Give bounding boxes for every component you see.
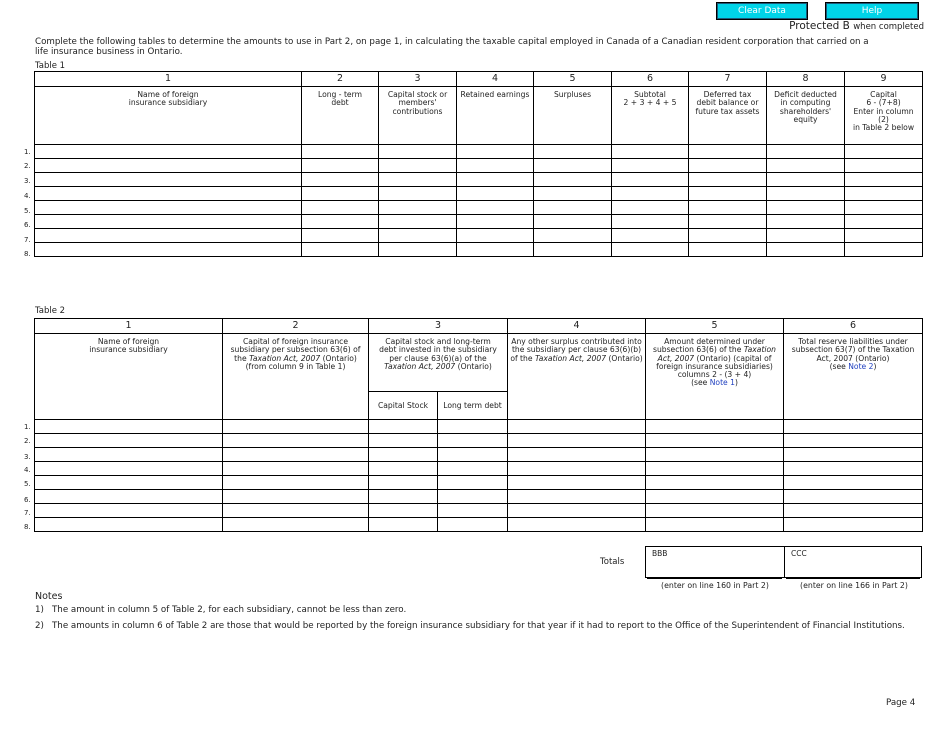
t2-input[interactable] (223, 448, 369, 462)
t2-colnum: 1 (35, 319, 223, 334)
t1-input[interactable] (534, 243, 612, 257)
t2-input[interactable] (508, 448, 646, 462)
t1-input[interactable] (302, 145, 379, 159)
t2-colnum: 4 (508, 319, 646, 334)
t1-input[interactable] (302, 243, 379, 257)
t1-input[interactable] (689, 201, 767, 215)
t1-input[interactable] (612, 159, 689, 173)
t2-colnum: 3 (369, 319, 508, 334)
t2-row-number: 1. (24, 423, 31, 431)
t2-input[interactable] (223, 490, 369, 504)
t1-input[interactable] (612, 187, 689, 201)
t2-input[interactable] (438, 420, 508, 434)
t2-row-number: 7. (24, 509, 31, 517)
total-ccc-underline (786, 578, 920, 579)
t2-input[interactable] (35, 434, 223, 448)
t1-input[interactable] (534, 159, 612, 173)
t2-input[interactable] (35, 518, 223, 532)
t1-input[interactable] (767, 159, 845, 173)
table-row (35, 187, 923, 201)
t1-input[interactable] (379, 215, 457, 229)
t1-input[interactable] (302, 229, 379, 243)
t2-input[interactable] (438, 462, 508, 476)
t2-input[interactable] (438, 476, 508, 490)
t2-subheader-long-term-debt: Long term debt (438, 392, 508, 420)
t2-header-c5-b: (Ontario) (capital of foreign insurance subsidiaries) columns 2 - (3 + 4) (see (656, 353, 773, 388)
table-row (35, 462, 923, 476)
t1-row-number: 4. (24, 192, 31, 200)
t1-input[interactable] (767, 145, 845, 159)
t2-subheader-capital-stock: Capital Stock (369, 392, 438, 420)
t1-input[interactable] (534, 229, 612, 243)
t1-input[interactable] (457, 173, 534, 187)
t1-input[interactable] (612, 215, 689, 229)
t2-header-capital-b: (Ontario) (from column 9 in Table 1) (245, 353, 357, 371)
note-2 (35, 621, 905, 631)
t1-input[interactable] (767, 201, 845, 215)
t1-input[interactable] (689, 229, 767, 243)
t2-input[interactable] (369, 490, 438, 504)
total-bbb-underline (647, 578, 782, 579)
t2-header-c3-b: (Ontario) (455, 361, 492, 371)
table2-header-row (35, 334, 923, 392)
t1-header-deferred-tax: Deferred tax debit balance or future tax assets (689, 87, 767, 145)
t2-input[interactable] (369, 462, 438, 476)
t1-input[interactable] (845, 201, 923, 215)
t2-input[interactable] (223, 420, 369, 434)
table2-column-numbers (35, 319, 923, 334)
t1-input[interactable] (35, 201, 302, 215)
t2-input[interactable] (646, 448, 784, 462)
t2-header-c4-a: Any other surplus contributed into the subsidiary per clause 63(6)(b) of the (510, 337, 642, 363)
table1-column-numbers (35, 72, 923, 87)
table-row (35, 420, 923, 434)
table2 (34, 318, 923, 532)
t2-input[interactable] (438, 518, 508, 532)
t1-input[interactable] (534, 187, 612, 201)
table-row (35, 434, 923, 448)
t2-input[interactable] (369, 434, 438, 448)
protected-main: Protected B (789, 20, 850, 32)
t1-input[interactable] (612, 243, 689, 257)
table-row (35, 490, 923, 504)
t2-input[interactable] (784, 476, 923, 490)
t2-input[interactable] (646, 462, 784, 476)
t2-input[interactable] (438, 448, 508, 462)
t2-header-c3-act: Taxation Act, 2007 (384, 361, 456, 371)
totals-label: Totals (600, 557, 625, 567)
t1-input[interactable] (457, 229, 534, 243)
t1-header-long-term-debt: Long - term debt (302, 87, 379, 145)
clear-data-button[interactable]: Clear Data (717, 3, 807, 19)
t2-row-number: 8. (24, 523, 31, 531)
t2-header-c4-b: (Ontario) (606, 353, 643, 363)
t2-input[interactable] (369, 448, 438, 462)
t2-colnum: 6 (784, 319, 923, 334)
note-1 (35, 605, 406, 615)
t2-input[interactable] (223, 476, 369, 490)
t1-colnum: 1 (35, 72, 302, 87)
t2-colnum: 2 (223, 319, 369, 334)
protected-suffix: when completed (853, 22, 924, 32)
t1-row-number: 3. (24, 177, 31, 185)
t2-header-c4-act: Taxation Act, 2007 (534, 353, 607, 363)
t1-colnum: 5 (534, 72, 612, 87)
t1-input[interactable] (689, 187, 767, 201)
t2-input[interactable] (223, 504, 369, 518)
t2-input[interactable] (784, 490, 923, 504)
t1-input[interactable] (457, 159, 534, 173)
t1-input[interactable] (457, 145, 534, 159)
t1-header-capital-stock: Capital stock or members' contributions (379, 87, 457, 145)
t1-input[interactable] (379, 187, 457, 201)
t1-input[interactable] (302, 201, 379, 215)
t2-header-capital-stock-debt (369, 334, 508, 392)
enter-line-160: (enter on line 160 in Part 2) (661, 581, 769, 590)
t1-header-subtotal: Subtotal 2 + 3 + 4 + 5 (612, 87, 689, 145)
t2-input[interactable] (369, 420, 438, 434)
t2-row-number: 2. (24, 437, 31, 445)
t1-input[interactable] (457, 243, 534, 257)
t2-colnum: 5 (646, 319, 784, 334)
t2-row-number: 4. (24, 466, 31, 474)
table2-label: Table 2 (35, 306, 66, 316)
t1-input[interactable] (845, 215, 923, 229)
t1-input[interactable] (457, 187, 534, 201)
t2-input[interactable] (35, 420, 223, 434)
t2-input[interactable] (369, 476, 438, 490)
t1-input[interactable] (534, 145, 612, 159)
t2-input[interactable] (35, 476, 223, 490)
enter-line-166: (enter on line 166 in Part 2) (800, 581, 908, 590)
t1-input[interactable] (379, 229, 457, 243)
note-2-text: The amounts in column 6 of Table 2 are those that would be reported by the foreign insurance subsidiary for that year if it had to report to the Office of the Superintendent of Financial Institutions. (52, 621, 905, 631)
t1-input[interactable] (845, 229, 923, 243)
t2-input[interactable] (35, 504, 223, 518)
t2-input[interactable] (784, 504, 923, 518)
t1-input[interactable] (379, 201, 457, 215)
t2-input[interactable] (508, 518, 646, 532)
t1-row-number: 8. (24, 250, 31, 258)
table-row (35, 518, 923, 532)
t1-input[interactable] (35, 173, 302, 187)
t1-input[interactable] (612, 201, 689, 215)
t2-header-c3-a: Capital stock and long-term debt invested in the subsidiary per clause 63(6)(a) of the (379, 337, 497, 363)
t1-input[interactable] (35, 159, 302, 173)
t1-input[interactable] (845, 159, 923, 173)
t2-input[interactable] (35, 462, 223, 476)
t2-header-reserve-liabilities (784, 334, 923, 420)
t1-input[interactable] (302, 159, 379, 173)
t2-input[interactable] (646, 476, 784, 490)
t2-header-c6-c: ) (873, 361, 877, 371)
t1-input[interactable] (35, 229, 302, 243)
t1-input[interactable] (534, 173, 612, 187)
t1-row-number: 5. (24, 207, 31, 215)
table-row (35, 243, 923, 257)
t2-row-number: 6. (24, 496, 31, 504)
t2-input[interactable] (369, 518, 438, 532)
t1-input[interactable] (845, 173, 923, 187)
t1-input[interactable] (689, 145, 767, 159)
t2-input[interactable] (784, 420, 923, 434)
t2-input[interactable] (438, 434, 508, 448)
t2-input[interactable] (784, 462, 923, 476)
t2-header-capital-act: Taxation Act, 2007 (249, 353, 321, 363)
t1-input[interactable] (302, 187, 379, 201)
t2-input[interactable] (508, 476, 646, 490)
total-bbb-field[interactable] (645, 546, 784, 578)
t2-input[interactable] (223, 518, 369, 532)
t2-input[interactable] (438, 490, 508, 504)
t1-input[interactable] (845, 187, 923, 201)
t1-input[interactable] (767, 187, 845, 201)
t1-input[interactable] (35, 187, 302, 201)
note-2-number: 2) (35, 621, 44, 631)
t1-input[interactable] (534, 215, 612, 229)
t2-input[interactable] (223, 434, 369, 448)
t1-header-deficit: Deficit deducted in computing shareholders' equity (767, 87, 845, 145)
help-button[interactable]: Help (826, 3, 918, 19)
table-row (35, 145, 923, 159)
table-row (35, 173, 923, 187)
intro-text: Complete the following tables to determine the amounts to use in Part 2, on page 1, in calculating the taxable capital employed in Canada of a Canadian resident corporation that carried on a life insurance business in Ontario. (35, 37, 869, 57)
table-row (35, 201, 923, 215)
t2-input[interactable] (508, 420, 646, 434)
t2-input[interactable] (508, 490, 646, 504)
protected-b-label (789, 20, 924, 32)
t2-input[interactable] (223, 462, 369, 476)
t2-header-amount-determined (646, 334, 784, 420)
t2-header-capital-a: Capital of foreign insurance subsidiary per subsection 63(6) of the (230, 337, 361, 363)
table1 (34, 71, 923, 257)
t2-input[interactable] (369, 504, 438, 518)
t2-row-number: 5. (24, 480, 31, 488)
t1-colnum: 4 (457, 72, 534, 87)
t2-input[interactable] (784, 434, 923, 448)
table-row (35, 504, 923, 518)
t1-row-number: 2. (24, 162, 31, 170)
t1-input[interactable] (35, 243, 302, 257)
t1-header-surpluses: Surpluses (534, 87, 612, 145)
t1-input[interactable] (689, 215, 767, 229)
t2-input[interactable] (438, 504, 508, 518)
t1-row-number: 6. (24, 221, 31, 229)
t2-input[interactable] (508, 434, 646, 448)
t1-input[interactable] (612, 173, 689, 187)
t2-header-name: Name of foreign insurance subsidiary (35, 334, 223, 420)
t2-input[interactable] (35, 448, 223, 462)
note-1-text: The amount in column 5 of Table 2, for each subsidiary, cannot be less than zero. (52, 605, 407, 615)
t2-input[interactable] (784, 518, 923, 532)
t1-input[interactable] (612, 229, 689, 243)
t2-header-other-surplus (508, 334, 646, 420)
t1-colnum: 7 (689, 72, 767, 87)
table1-label: Table 1 (35, 61, 66, 71)
t2-input[interactable] (646, 518, 784, 532)
total-bbb-code: BBB (652, 549, 668, 558)
t1-input[interactable] (767, 173, 845, 187)
t2-input[interactable] (508, 462, 646, 476)
t1-input[interactable] (379, 145, 457, 159)
table-row (35, 448, 923, 462)
t1-input[interactable] (689, 173, 767, 187)
t1-row-number: 7. (24, 236, 31, 244)
t1-colnum: 6 (612, 72, 689, 87)
note-2-link[interactable]: Note 2 (848, 361, 874, 371)
t1-input[interactable] (534, 201, 612, 215)
t2-input[interactable] (35, 490, 223, 504)
t1-input[interactable] (302, 215, 379, 229)
t1-header-name: Name of foreign insurance subsidiary (35, 87, 302, 145)
t1-input[interactable] (845, 145, 923, 159)
t1-header-retained-earnings: Retained earnings (457, 87, 534, 145)
t2-row-number: 3. (24, 453, 31, 461)
t2-header-c6-a: Total reserve liabilities under subsection 63(7) of the Taxation Act, 2007 (Ontario) (see (791, 337, 915, 371)
t2-input[interactable] (646, 420, 784, 434)
t1-input[interactable] (767, 243, 845, 257)
t2-input[interactable] (646, 490, 784, 504)
table-row (35, 476, 923, 490)
table-row (35, 229, 923, 243)
t1-input[interactable] (845, 243, 923, 257)
t1-input[interactable] (302, 173, 379, 187)
t1-colnum: 9 (845, 72, 923, 87)
t1-input[interactable] (767, 215, 845, 229)
table-row (35, 159, 923, 173)
t2-input[interactable] (784, 448, 923, 462)
notes-title: Notes (35, 591, 63, 602)
t1-header-capital: Capital 6 - (7+8) Enter in column (2) in Table 2 below (845, 87, 923, 145)
t1-row-number: 1. (24, 148, 31, 156)
t1-input[interactable] (612, 145, 689, 159)
t1-colnum: 2 (302, 72, 379, 87)
total-ccc-field[interactable] (784, 546, 922, 578)
t2-input[interactable] (508, 504, 646, 518)
t2-input[interactable] (646, 504, 784, 518)
t2-header-capital (223, 334, 369, 420)
t1-input[interactable] (457, 201, 534, 215)
t1-input[interactable] (379, 173, 457, 187)
t1-colnum: 3 (379, 72, 457, 87)
t2-input[interactable] (646, 434, 784, 448)
t2-header-c5-act: Taxation Act, 2007 (657, 345, 776, 363)
t1-input[interactable] (689, 159, 767, 173)
t1-input[interactable] (379, 243, 457, 257)
t2-header-c5-a: Amount determined under subsection 63(6) of the (653, 337, 765, 355)
t1-input[interactable] (35, 215, 302, 229)
note-1-number: 1) (35, 605, 44, 615)
t1-input[interactable] (35, 145, 302, 159)
t1-input[interactable] (379, 159, 457, 173)
table-row (35, 215, 923, 229)
t1-colnum: 8 (767, 72, 845, 87)
total-ccc-code: CCC (791, 549, 807, 558)
page-number: Page 4 (886, 698, 916, 708)
t1-input[interactable] (457, 215, 534, 229)
note-1-link[interactable]: Note 1 (709, 378, 735, 388)
t1-input[interactable] (689, 243, 767, 257)
t1-input[interactable] (767, 229, 845, 243)
t2-header-c5-c: ) (734, 378, 738, 388)
table1-header-row (35, 87, 923, 145)
